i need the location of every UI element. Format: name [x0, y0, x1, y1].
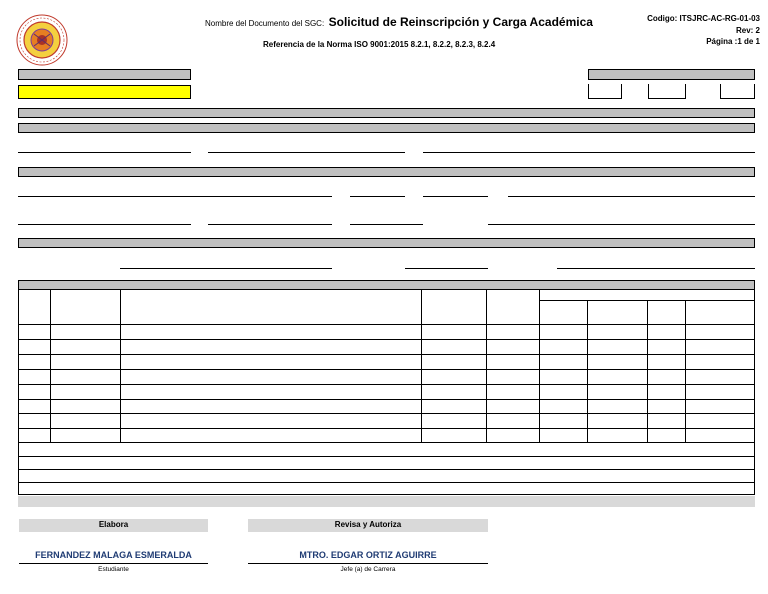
elabora-signature-line — [19, 563, 208, 564]
elabora-name: FERNANDEZ MALAGA ESMERALDA — [35, 550, 192, 560]
table-row[interactable] — [19, 325, 755, 340]
document-code: Codigo: ITSJRC-AC-RG-01-03 — [647, 14, 760, 23]
date-month-box[interactable] — [648, 84, 686, 99]
table-row[interactable] — [19, 385, 755, 400]
input-line[interactable] — [208, 152, 405, 153]
table-row[interactable] — [19, 340, 755, 355]
input-line[interactable] — [120, 268, 332, 269]
table-wide-row[interactable] — [19, 443, 755, 457]
input-line[interactable] — [350, 224, 423, 225]
document-title: Solicitud de Reinscripción y Carga Académica — [328, 15, 593, 29]
field-label-bar — [18, 69, 191, 80]
document-title-prefix: Nombre del Documento del SGC: — [205, 19, 325, 28]
table-header-row — [19, 290, 755, 301]
section-bar — [18, 238, 755, 248]
input-line[interactable] — [405, 268, 488, 269]
document-title-row — [205, 13, 593, 31]
date-label-bar — [588, 69, 755, 80]
input-line[interactable] — [488, 224, 755, 225]
input-line[interactable] — [208, 224, 332, 225]
input-line[interactable] — [350, 196, 405, 197]
elabora-label: Elabora — [19, 519, 208, 532]
document-revision: Rev: 2 — [735, 25, 760, 35]
date-day-box[interactable] — [588, 84, 622, 99]
document-page: Página :1 de 1 — [706, 37, 760, 46]
table-row[interactable] — [19, 429, 755, 443]
highlighted-input-field[interactable] — [18, 85, 191, 99]
input-line[interactable] — [18, 196, 332, 197]
table-wide-row[interactable] — [19, 457, 755, 470]
revisa-label: Revisa y Autoriza — [248, 519, 488, 532]
table-row[interactable] — [19, 370, 755, 385]
revisa-signature-line — [248, 563, 488, 564]
input-line[interactable] — [557, 268, 755, 269]
table-row[interactable] — [19, 414, 755, 429]
institution-logo — [12, 14, 72, 66]
input-line[interactable] — [423, 152, 755, 153]
input-line[interactable] — [18, 152, 191, 153]
section-bar — [18, 167, 755, 177]
table-wide-row[interactable] — [19, 483, 755, 495]
revisa-role: Jefe (a) de Carrera — [340, 566, 396, 573]
document-codes — [600, 13, 760, 48]
section-bar — [18, 123, 755, 133]
table-row[interactable] — [19, 400, 755, 414]
section-bar — [18, 108, 755, 118]
table-row[interactable] — [19, 355, 755, 370]
revisa-name: MTRO. EDGAR ORTIZ AGUIRRE — [299, 550, 437, 560]
table-wide-row[interactable] — [19, 470, 755, 483]
date-year-box[interactable] — [720, 84, 755, 99]
input-line[interactable] — [508, 196, 755, 197]
subjects-table — [18, 289, 755, 495]
table-footer-bar — [18, 496, 755, 507]
input-line[interactable] — [423, 196, 488, 197]
input-line[interactable] — [18, 224, 191, 225]
elabora-role: Estudiante — [98, 566, 129, 573]
norm-reference: Referencia de la Norma ISO 9001:2015 8.2.1, 8.2.2, 8.2.3, 8.2.4 — [263, 40, 496, 49]
